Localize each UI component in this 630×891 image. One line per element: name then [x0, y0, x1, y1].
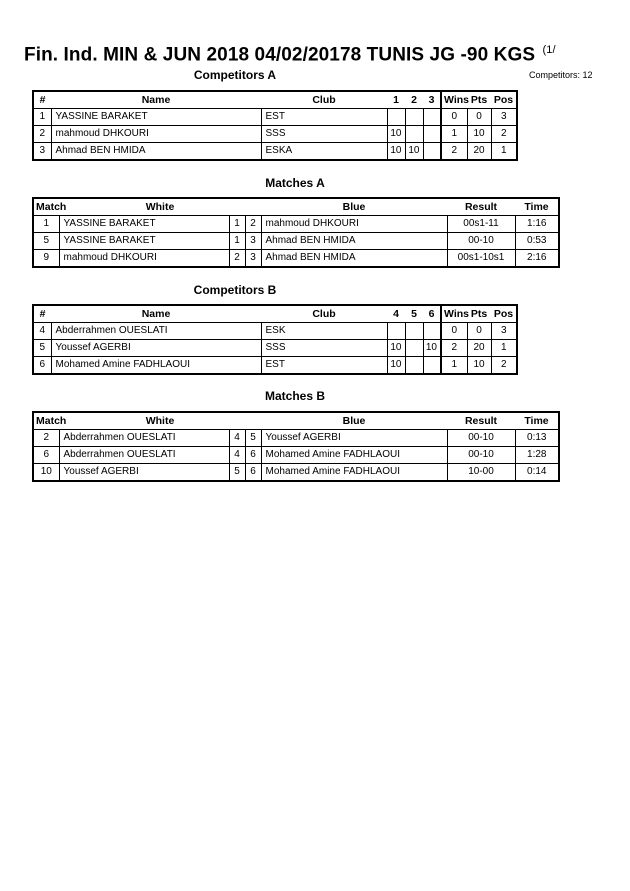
- match-result: 00s1-10s1: [447, 250, 515, 268]
- blue-competitor: Mohamed Amine FADHLAOUI: [261, 464, 447, 482]
- score-cell: 10: [423, 340, 441, 357]
- score-cell: [423, 357, 441, 375]
- col-header-wins: Wins: [441, 91, 467, 109]
- score-cell: [405, 109, 423, 126]
- col-header-result: Result: [447, 198, 515, 216]
- competitor-name: mahmoud DHKOURI: [51, 126, 261, 143]
- competitors-a-table: [32, 90, 518, 161]
- blue-competitor: Youssef AGERBI: [261, 430, 447, 447]
- table-header-row: [33, 305, 517, 323]
- competitor-name: Youssef AGERBI: [51, 340, 261, 357]
- match-result: 00s1-11: [447, 216, 515, 233]
- wins-cell: 2: [441, 143, 467, 161]
- wins-cell: 0: [441, 323, 467, 340]
- table-row: [33, 430, 559, 447]
- blue-competitor-number: 6: [245, 447, 261, 464]
- competitor-number: 2: [33, 126, 51, 143]
- competitor-club: ESKA: [261, 143, 387, 161]
- table-header-row: [33, 91, 517, 109]
- table-row: [33, 323, 517, 340]
- wins-cell: 2: [441, 340, 467, 357]
- match-number: 6: [33, 447, 59, 464]
- table-row: [33, 233, 559, 250]
- col-header-blue: Blue: [261, 412, 447, 430]
- col-header-points: Pts: [467, 91, 491, 109]
- matches-a-table: [32, 197, 560, 268]
- match-result: 00-10: [447, 447, 515, 464]
- white-competitor: YASSINE BARAKET: [59, 216, 229, 233]
- white-competitor: Abderrahmen OUESLATI: [59, 447, 229, 464]
- competitor-number: 1: [33, 109, 51, 126]
- blue-competitor: Ahmad BEN HMIDA: [261, 233, 447, 250]
- score-cell: 10: [405, 143, 423, 161]
- blue-competitor: Ahmad BEN HMIDA: [261, 250, 447, 268]
- blue-competitor-number: 5: [245, 430, 261, 447]
- col-header-wins: Wins: [441, 305, 467, 323]
- section-title-matches-a: Matches A: [265, 176, 325, 190]
- match-time: 0:13: [515, 430, 559, 447]
- match-time: 0:53: [515, 233, 559, 250]
- white-competitor-number: 1: [229, 233, 245, 250]
- col-header-match: Match: [33, 412, 59, 430]
- event-title: Fin. Ind. MIN & JUN 2018 04/02/20178 TUNIS JG -90 KGS: [24, 44, 536, 66]
- table-header-row: [33, 198, 559, 216]
- competitor-club: SSS: [261, 340, 387, 357]
- wins-cell: 1: [441, 357, 467, 375]
- table-row: [33, 126, 517, 143]
- col-header-points: Pts: [467, 305, 491, 323]
- score-cell: 10: [387, 340, 405, 357]
- competitor-name: Abderrahmen OUESLATI: [51, 323, 261, 340]
- competitors-b-table: [32, 304, 518, 375]
- col-header-score-1: 1: [387, 91, 405, 109]
- points-cell: 20: [467, 143, 491, 161]
- points-cell: 10: [467, 357, 491, 375]
- competitor-club: EST: [261, 109, 387, 126]
- match-result: 00-10: [447, 233, 515, 250]
- match-result: 00-10: [447, 430, 515, 447]
- score-cell: [405, 340, 423, 357]
- table-row: [33, 143, 517, 161]
- score-cell: [423, 109, 441, 126]
- blue-competitor-number: 3: [245, 233, 261, 250]
- white-competitor: mahmoud DHKOURI: [59, 250, 229, 268]
- match-number: 1: [33, 216, 59, 233]
- blue-competitor-number: 6: [245, 464, 261, 482]
- table-row: [33, 216, 559, 233]
- match-result: 10-00: [447, 464, 515, 482]
- competitor-number: 3: [33, 143, 51, 161]
- col-header-position: Pos: [491, 91, 517, 109]
- competitor-name: YASSINE BARAKET: [51, 109, 261, 126]
- col-header-score-2: 5: [405, 305, 423, 323]
- points-cell: 0: [467, 109, 491, 126]
- competitor-club: SSS: [261, 126, 387, 143]
- col-header-name: Name: [51, 91, 261, 109]
- score-cell: [405, 323, 423, 340]
- score-cell: [423, 126, 441, 143]
- match-time: 1:16: [515, 216, 559, 233]
- position-cell: 2: [491, 357, 517, 375]
- col-header-score-1: 4: [387, 305, 405, 323]
- score-cell: 10: [387, 143, 405, 161]
- table-row: [33, 464, 559, 482]
- match-number: 5: [33, 233, 59, 250]
- match-time: 1:28: [515, 447, 559, 464]
- col-header-score-2: 2: [405, 91, 423, 109]
- table-row: [33, 109, 517, 126]
- col-header-number: #: [33, 91, 51, 109]
- match-number: 9: [33, 250, 59, 268]
- white-competitor: Youssef AGERBI: [59, 464, 229, 482]
- points-cell: 0: [467, 323, 491, 340]
- page-title: [24, 44, 556, 66]
- table-row: [33, 250, 559, 268]
- col-header-name: Name: [51, 305, 261, 323]
- match-time: 0:14: [515, 464, 559, 482]
- wins-cell: 0: [441, 109, 467, 126]
- page-indicator: (1/: [542, 44, 556, 56]
- white-competitor-number: 5: [229, 464, 245, 482]
- matches-b-table: [32, 411, 560, 482]
- score-cell: [405, 357, 423, 375]
- competitor-club: ESK: [261, 323, 387, 340]
- col-header-white: White: [59, 412, 261, 430]
- competitor-name: Mohamed Amine FADHLAOUI: [51, 357, 261, 375]
- score-cell: [423, 143, 441, 161]
- table-row: [33, 447, 559, 464]
- match-number: 2: [33, 430, 59, 447]
- competitor-club: EST: [261, 357, 387, 375]
- col-header-position: Pos: [491, 305, 517, 323]
- section-title-competitors-a: Competitors A: [193, 68, 277, 82]
- col-header-match: Match: [33, 198, 59, 216]
- blue-competitor-number: 2: [245, 216, 261, 233]
- white-competitor: Abderrahmen OUESLATI: [59, 430, 229, 447]
- col-header-number: #: [33, 305, 51, 323]
- score-cell: 10: [387, 126, 405, 143]
- table-header-row: [33, 412, 559, 430]
- col-header-score-3: 3: [423, 91, 441, 109]
- white-competitor-number: 4: [229, 430, 245, 447]
- section-title-matches-b: Matches B: [264, 389, 326, 403]
- blue-competitor: Mohamed Amine FADHLAOUI: [261, 447, 447, 464]
- white-competitor-number: 1: [229, 216, 245, 233]
- table-row: [33, 340, 517, 357]
- col-header-club: Club: [261, 305, 387, 323]
- score-cell: 10: [387, 357, 405, 375]
- col-header-time: Time: [515, 412, 559, 430]
- score-cell: [387, 323, 405, 340]
- position-cell: 2: [491, 126, 517, 143]
- blue-competitor-number: 3: [245, 250, 261, 268]
- score-cell: [405, 126, 423, 143]
- position-cell: 3: [491, 323, 517, 340]
- col-header-score-3: 6: [423, 305, 441, 323]
- table-row: [33, 357, 517, 375]
- col-header-white: White: [59, 198, 261, 216]
- competitor-number: 5: [33, 340, 51, 357]
- competitor-name: Ahmad BEN HMIDA: [51, 143, 261, 161]
- score-cell: [423, 323, 441, 340]
- wins-cell: 1: [441, 126, 467, 143]
- white-competitor: YASSINE BARAKET: [59, 233, 229, 250]
- blue-competitor: mahmoud DHKOURI: [261, 216, 447, 233]
- section-title-competitors-b: Competitors B: [193, 283, 277, 297]
- score-cell: [387, 109, 405, 126]
- col-header-club: Club: [261, 91, 387, 109]
- match-time: 2:16: [515, 250, 559, 268]
- white-competitor-number: 2: [229, 250, 245, 268]
- competitor-number: 4: [33, 323, 51, 340]
- position-cell: 1: [491, 340, 517, 357]
- col-header-result: Result: [447, 412, 515, 430]
- competitors-count: Competitors: 12: [529, 70, 593, 80]
- points-cell: 10: [467, 126, 491, 143]
- col-header-time: Time: [515, 198, 559, 216]
- match-number: 10: [33, 464, 59, 482]
- position-cell: 3: [491, 109, 517, 126]
- col-header-blue: Blue: [261, 198, 447, 216]
- points-cell: 20: [467, 340, 491, 357]
- position-cell: 1: [491, 143, 517, 161]
- white-competitor-number: 4: [229, 447, 245, 464]
- competitor-number: 6: [33, 357, 51, 375]
